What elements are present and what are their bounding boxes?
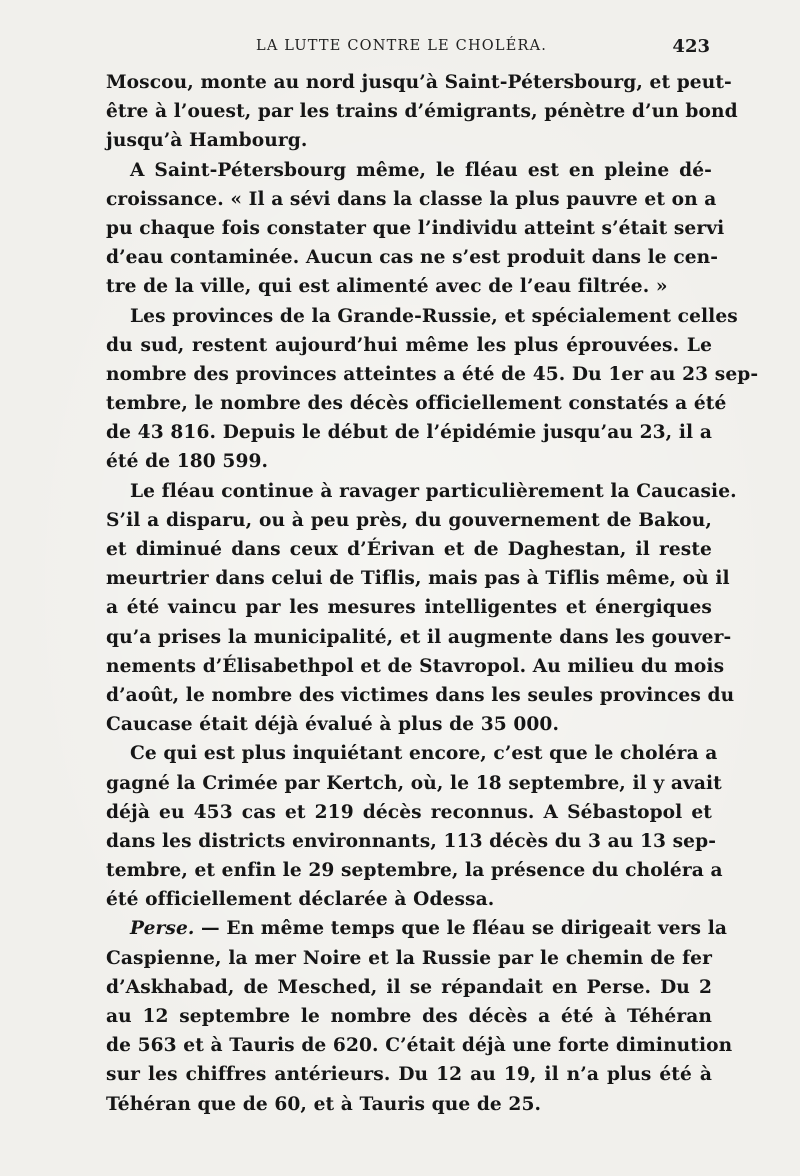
text-line [106, 331, 712, 360]
text-line-content: Le fléau continue à ravager particulièrement la Caucasie. [130, 480, 737, 502]
text-line-content: pu chaque fois constater que l’individu atteint s’était servi [106, 217, 725, 239]
text-line [106, 798, 712, 827]
text-line [106, 447, 712, 476]
text-line [106, 885, 712, 914]
text-line-content: et diminué dans ceux d’Érivan et de Daghestan, il reste [106, 539, 712, 560]
text-line [106, 739, 718, 768]
text-line [106, 710, 712, 739]
text-line [106, 418, 712, 447]
text-line-content: été de 180 599. [106, 451, 269, 473]
text-line [106, 652, 725, 681]
text-line [106, 126, 712, 155]
text-line-content: Caspienne, la mer Noire et la Russie par le chemin de fer [106, 947, 712, 969]
text-line-content: Caucase était déjà évalué à plus de 35 000. [106, 714, 560, 736]
text-line [106, 681, 735, 710]
text-line [106, 1060, 712, 1089]
text-line [106, 769, 722, 798]
text-line [106, 856, 723, 885]
body-text [106, 68, 759, 1119]
text-line [106, 1002, 712, 1031]
text-line-content: A Saint-Pétersbourg même, le fléau est en pleine dé- [130, 159, 712, 181]
text-line [106, 302, 738, 331]
text-line [106, 272, 712, 301]
section-heading-italic: Perse. [130, 918, 195, 940]
text-line [106, 1031, 733, 1060]
text-line-content: Moscou, monte au nord jusqu’à Saint-Pétersbourg, et peut- [106, 72, 732, 93]
text-line [106, 593, 712, 622]
running-title: LA LUTTE CONTRE LE CHOLÉRA. [256, 38, 548, 54]
text-line [106, 243, 719, 272]
text-line [106, 914, 728, 943]
text-line-content: gagné la Crimée par Kertch, où, le 18 septembre, il y avait [106, 772, 722, 794]
text-line-content: dans les districts environnants, 113 décès du 3 au 13 sep- [106, 830, 717, 852]
text-line [106, 506, 712, 535]
text-line [106, 156, 712, 185]
text-line [106, 360, 759, 389]
text-line-content: être à l’ouest, par les trains d’émigrants, pénètre d’un bond [106, 101, 738, 123]
text-line [106, 477, 737, 506]
text-line-content: d’août, le nombre des victimes dans les seules provinces du [106, 684, 735, 706]
text-line-content: Ce qui est plus inquiétant encore, c’est que le choléra a [130, 743, 718, 765]
text-line [106, 535, 712, 564]
text-line [106, 1090, 712, 1119]
text-line [106, 973, 712, 1002]
text-line-content: nombre des provinces atteintes a été de 45. Du 1er au 23 sep- [106, 363, 759, 385]
text-line-content: meurtrier dans celui de Tiflis, mais pas à Tiflis même, où il [106, 568, 730, 590]
page-header [106, 36, 712, 62]
text-line-content: sur les chiffres antérieurs. Du 12 au 19, il n’a plus été à [106, 1064, 712, 1086]
text-line-content: du sud, restent aujourd’hui même les plus éprouvées. Le [106, 334, 712, 356]
text-line-content: Les provinces de la Grande-Russie, et spécialement celles [130, 305, 738, 327]
text-line-content: S’il a disparu, ou à peu près, du gouvernement de Bakou, [106, 509, 712, 531]
text-line-content: tre de la ville, qui est alimenté avec de l’eau filtrée. » [106, 276, 668, 298]
text-line-content: Téhéran que de 60, et à Tauris que de 25. [106, 1093, 542, 1115]
text-line [106, 623, 732, 652]
text-line [106, 564, 730, 593]
text-line-content: d’Askhabad, de Mesched, il se répandait en Perse. Du 2 [106, 976, 712, 998]
text-line [106, 214, 725, 243]
text-line-content: d’eau contaminée. Aucun cas ne s’est produit dans le cen- [106, 247, 719, 269]
text-line-content: nements d’Élisabethpol et de Stavropol. Au milieu du mois [106, 655, 725, 677]
text-line-content: qu’a prises la municipalité, et il augmente dans les gouver- [106, 626, 732, 648]
text-line [106, 944, 712, 973]
text-line-content: de 43 816. Depuis le début de l’épidémie jusqu’au 23, il a [106, 422, 712, 444]
text-line [106, 185, 717, 214]
text-line [106, 68, 732, 97]
text-line-content: croissance. « Il a sévi dans la classe la plus pauvre et on a [106, 188, 717, 210]
text-line-content: tembre, le nombre des décès officiellement constatés a été [106, 393, 727, 415]
text-line-content: au 12 septembre le nombre des décès a été à Téhéran [106, 1006, 712, 1027]
text-line-content: été officiellement déclarée à Odessa. [106, 889, 495, 911]
text-line-content: a été vaincu par les mesures intelligentes et énergiques [106, 597, 712, 619]
text-line-content: jusqu’à Hambourg. [106, 130, 308, 152]
page-number: 423 [672, 36, 710, 57]
text-line [106, 97, 738, 126]
text-line [106, 827, 717, 856]
text-line [106, 389, 727, 418]
text-line-content: tembre, et enfin le 29 septembre, la présence du choléra a [106, 860, 723, 882]
text-line-content: de 563 et à Tauris de 620. C’était déjà une forte diminution [106, 1035, 733, 1057]
text-line-content: — En même temps que le fléau se dirigeait vers la [194, 918, 728, 940]
text-line-content: déjà eu 453 cas et 219 décès reconnus. A Sébastopol et [106, 801, 712, 823]
